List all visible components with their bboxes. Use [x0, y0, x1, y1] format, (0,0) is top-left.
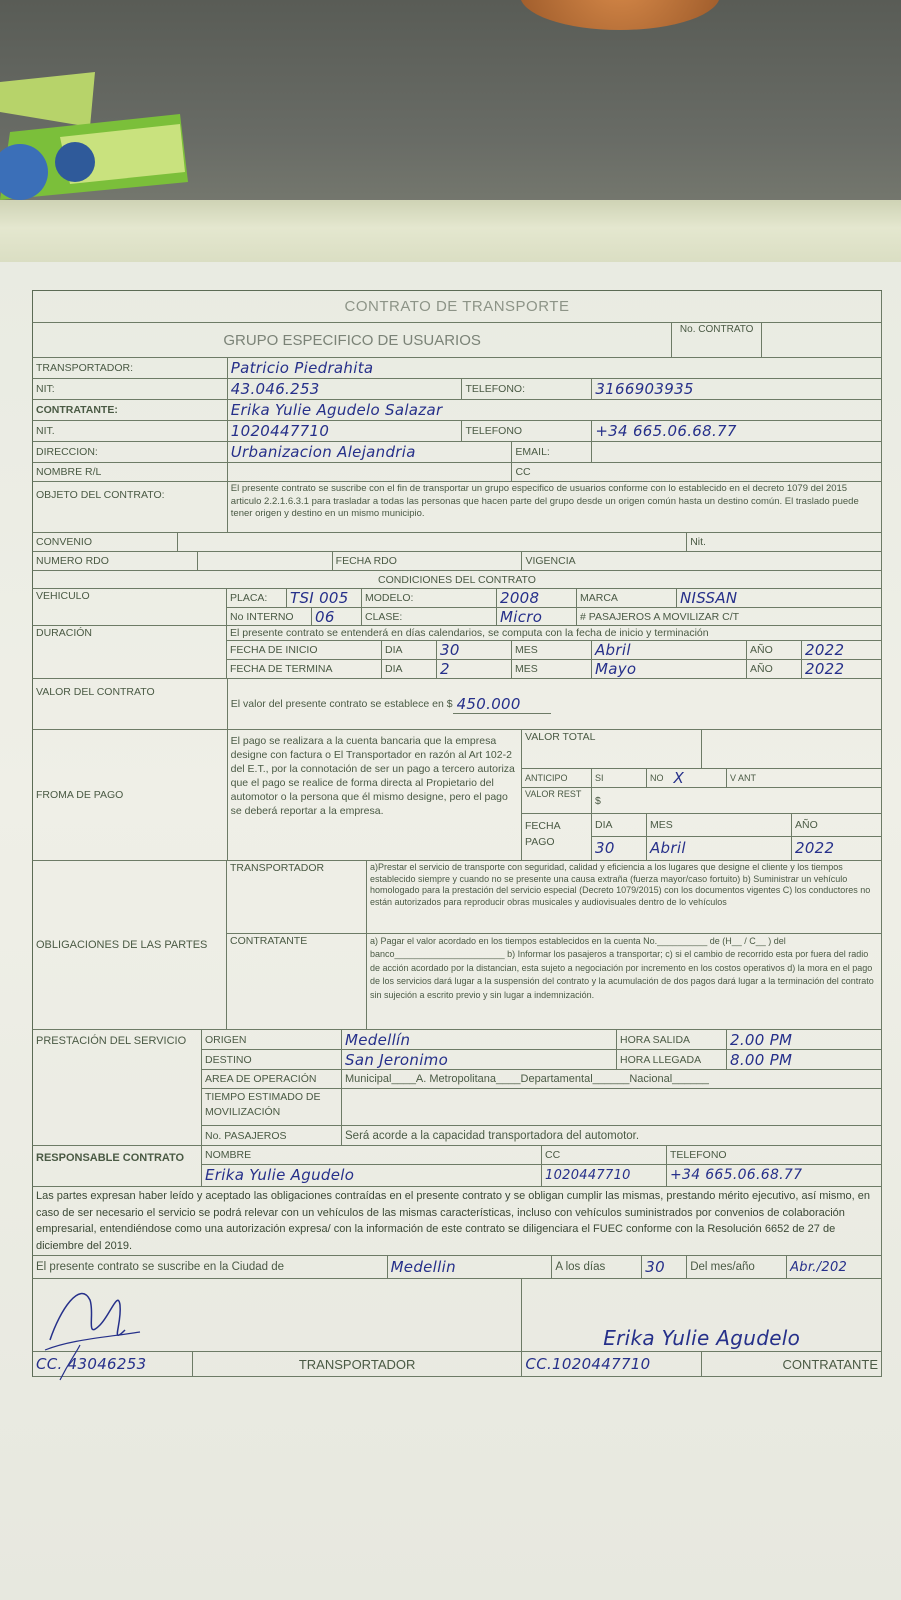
contratante-signature: Erika Yulie Agudelo [603, 1326, 801, 1350]
hora-llegada-value: 8.00 PM [727, 1050, 882, 1069]
folder-edge [0, 200, 901, 270]
fecha-rdo-label: FECHA RDO [333, 552, 523, 570]
fecha-termina-label: FECHA DE TERMINA [227, 660, 382, 678]
mes-ano-value: Abr./202 [787, 1256, 882, 1278]
inicio-dia-value: 30 [437, 641, 512, 659]
fecha-inicio-label: FECHA DE INICIO [227, 641, 382, 659]
valor-text: El valor del presente contrato se establece en $ [230, 698, 453, 710]
objeto-text: El presente contrato se suscribe con el fin de transportar un grupo especifico de usuarios conforme con lo establecido en el decreto 1079 del 2015 articulo 2.2.1.6.3.1 para trasladar a todas las personas que hacen parte del grupo desde un origen común hasta un destino común. El traslado puede tener origen y destino en un mismo municipio. [228, 482, 882, 532]
clase-label: CLASE: [362, 608, 497, 626]
no-interno-value: 06 [312, 608, 362, 626]
placa-value: TSI 005 [287, 589, 362, 607]
numero-rdo-value [198, 552, 333, 570]
cc2-label: CC [542, 1146, 667, 1164]
nit2-label: NIT. [33, 421, 228, 441]
clase-value: Micro [497, 608, 577, 626]
termina-mes-label: MES [512, 660, 592, 678]
no-contrato-value [762, 323, 882, 357]
cc-label: CC [512, 463, 882, 481]
hora-salida-label: HORA SALIDA [617, 1030, 727, 1049]
ciudad-value: Medellin [388, 1256, 553, 1278]
numero-rdo-label: NUMERO RDO [33, 552, 198, 570]
modelo-value: 2008 [497, 589, 577, 607]
nit2-value: 1020447710 [228, 421, 463, 441]
nombre-label: NOMBRE [202, 1146, 542, 1164]
transportador-value: Patricio Piedrahita [228, 358, 882, 378]
convenio-value [178, 533, 687, 551]
tiempo-label: TIEMPO ESTIMADO DE MOVILIZACIÓN [202, 1089, 342, 1125]
destino-value: San Jeronimo [342, 1050, 617, 1069]
no-pasajeros-text: Será acorde a la capacidad transportadora del automotor. [342, 1126, 882, 1145]
prestacion-label: PRESTACIÓN DEL SERVICIO [33, 1030, 202, 1145]
no-label: NO [650, 773, 664, 784]
pago-ano-value: 2022 [792, 837, 882, 860]
pago-mes-value: Abril [647, 837, 792, 860]
valor-value: 450.000 [453, 695, 551, 714]
nit-label: NIT: [33, 379, 228, 399]
marca-label: MARCA [577, 589, 677, 607]
telefono-label: TELEFONO: [462, 379, 592, 399]
hora-llegada-label: HORA LLEGADA [617, 1050, 727, 1069]
no-pasajeros-label: No. PASAJEROS [202, 1126, 342, 1145]
email-value [592, 442, 882, 462]
origen-label: ORIGEN [202, 1030, 342, 1049]
transportador-ob-text: a)Prestar el servicio de transporte con seguridad, calidad y eficiencia a los lugares que designe el cliente y los tiempos establecido siempre y cuando no se presente una causa extraña (fuerza mayor/caso fortuito) b) Suministrar un vehículo homologado para la prestación del servicio especial (Decreto 1079/2015) con los documentos vigentes C) los conductores no están autorizados para reproducir obras musicales y audiovisuales dentro de lo vehículos [367, 861, 882, 933]
vehiculo-label: VEHICULO [33, 589, 227, 625]
hora-salida-value: 2.00 PM [727, 1030, 882, 1049]
pago-mes-label: MES [647, 814, 792, 836]
telefono-value: 3166903935 [592, 379, 882, 399]
contratante-ob-text: a) Pagar el valor acordado en los tiempos establecidos en la cuenta No.__________ de (H__ / C__ ) del banco______________________ b) Informar los pasajeros a transportar; c) si el cambio de recorrido esta por fuera del radio de acción acordado por la distancian, esta sujeto a negociación por incremento en los costos operativos d) la mora en el pago de los servicios dará lugar a la suspensión del contrato y la acumulación de dos pagos dará lugar a la terminación del contrato sin sujeción a escrito previo y sin lugar a indemnización. [367, 934, 882, 1029]
telefono2-label: TELEFONO [462, 421, 592, 441]
valor-rest-value: $ [592, 788, 882, 813]
area-options: Municipal____A. Metropolitana____Departamental______Nacional______ [342, 1070, 882, 1088]
termina-mes-value: Mayo [592, 660, 747, 678]
termina-dia-label: DIA [382, 660, 437, 678]
origen-value: Medellín [342, 1030, 617, 1049]
contratante-sig-label: CONTRATANTE [702, 1352, 882, 1376]
transportador-ob-label: TRANSPORTADOR [227, 861, 367, 933]
transportador-label: TRANSPORTADOR: [33, 358, 228, 378]
inicio-dia-label: DIA [382, 641, 437, 659]
candy-wrapper-image [0, 72, 190, 202]
contratante-ob-label: CONTRATANTE [227, 934, 367, 1029]
ciudad-label: El presente contrato se suscribe en la Ciudad de [33, 1256, 388, 1278]
si-label: SI [592, 769, 647, 787]
contratante-label: CONTRATANTE: [33, 400, 228, 420]
transportador-sig-label: TRANSPORTADOR [193, 1352, 523, 1376]
clausula-text: Las partes expresan haber leído y aceptado las obligaciones contraídas en el presente contrato y se obligan cumplir las mismas, prestando mérito ejecutivo, así mismo, en caso de ser necesario el servicio se podrá relevar con un vehículos de las mismas características, incluso con vehículos suministrados por convenios de colaboración empresarial, entendiéndose como una autorización expresa/ con la información de este contrato se diligenciara el FUEC conforme con la Resolución 6652 de 27 de diciembre del 2019. [33, 1187, 882, 1255]
area-label: AREA DE OPERACIÓN [202, 1070, 342, 1088]
cc-contratante: CC.1020447710 [522, 1352, 702, 1376]
nombre-rl-label: NOMBRE R/L [33, 463, 228, 481]
contract-subtitle: GRUPO ESPECIFICO DE USUARIOS [33, 323, 672, 357]
vant-label: V ANT [727, 769, 882, 787]
tiempo-value [342, 1089, 882, 1125]
pago-dia-label: DIA [592, 814, 647, 836]
contratante-value: Erika Yulie Agudelo Salazar [228, 400, 882, 420]
valor-total-label: VALOR TOTAL [522, 730, 702, 768]
inicio-mes-value: Abril [592, 641, 747, 659]
inicio-mes-label: MES [512, 641, 592, 659]
destino-label: DESTINO [202, 1050, 342, 1069]
telefono2-value: +34 665.06.68.77 [592, 421, 882, 441]
no-interno-label: No INTERNO [227, 608, 312, 626]
nit3-label: Nit. [687, 533, 882, 551]
responsable-tel: +34 665.06.68.77 [667, 1165, 882, 1186]
direccion-value: Urbanizacion Alejandria [228, 442, 513, 462]
duracion-text: El presente contrato se entenderá en días calendarios, se computa con la fecha de inicio y terminación [227, 626, 882, 640]
inicio-ano-value: 2022 [802, 641, 882, 659]
nit-value: 43.046.253 [228, 379, 463, 399]
marca-value: NISSAN [677, 589, 882, 607]
responsable-label: RESPONSABLE CONTRATO [33, 1146, 202, 1186]
obligaciones-label: OBLIGACIONES DE LAS PARTES [33, 861, 227, 1029]
dias-value: 30 [642, 1256, 687, 1278]
contract-title: CONTRATO DE TRANSPORTE [33, 291, 882, 322]
fecha-pago-label: FECHA PAGO [522, 814, 592, 860]
valor-label: VALOR DEL CONTRATO [33, 679, 228, 729]
email-label: EMAIL: [512, 442, 592, 462]
transportador-signature-scribble [40, 1270, 150, 1390]
telefono3-label: TELEFONO [667, 1146, 882, 1164]
responsable-cc: 1020447710 [542, 1165, 667, 1186]
valor-rest-label: VALOR REST [522, 788, 592, 813]
dias-label: A los días [552, 1256, 642, 1278]
mes-ano-label: Del mes/año [687, 1256, 787, 1278]
pago-dia-value: 30 [592, 837, 647, 860]
vigencia-label: VIGENCIA [522, 552, 882, 570]
responsable-nombre: Erika Yulie Agudelo [202, 1165, 542, 1186]
modelo-label: MODELO: [362, 589, 497, 607]
no-mark: X [673, 769, 685, 788]
nombre-rl-value [228, 463, 513, 481]
contratante-signature-box [522, 1279, 882, 1351]
forma-pago-text: El pago se realizara a la cuenta bancaria que la empresa designe con factura o El Transportador en razón al Art 102-2 del E.T., por la connotación de ser un pago a tercero autoriza que el pago se realice de forma directa al Propietario del automotor o la persona que él mismo designe, pero el pago se deberá reportar a la empresa. [228, 730, 522, 860]
anticipo-label: ANTICIPO [522, 769, 592, 787]
termina-ano-value: 2022 [802, 660, 882, 678]
condiciones-label: CONDICIONES DEL CONTRATO [33, 571, 882, 588]
pago-ano-label: AÑO [792, 814, 882, 836]
inicio-ano-label: AÑO [747, 641, 802, 659]
objeto-label: OBJETO DEL CONTRATO: [33, 482, 228, 532]
forma-pago-label: FROMA DE PAGO [33, 730, 228, 860]
convenio-label: CONVENIO [33, 533, 178, 551]
termina-ano-label: AÑO [747, 660, 802, 678]
duracion-label: DURACIÓN [33, 626, 227, 678]
termina-dia-value: 2 [437, 660, 512, 678]
pasajeros-label: # PASAJEROS A MOVILIZAR C/T [577, 608, 882, 626]
valor-total-value [702, 730, 882, 768]
cc-transportador: CC. 43046253 [33, 1352, 193, 1376]
direccion-label: DIRECCION: [33, 442, 228, 462]
contract-form [32, 290, 882, 1377]
placa-label: PLACA: [227, 589, 287, 607]
no-contrato-label: No. CONTRATO [672, 323, 762, 357]
